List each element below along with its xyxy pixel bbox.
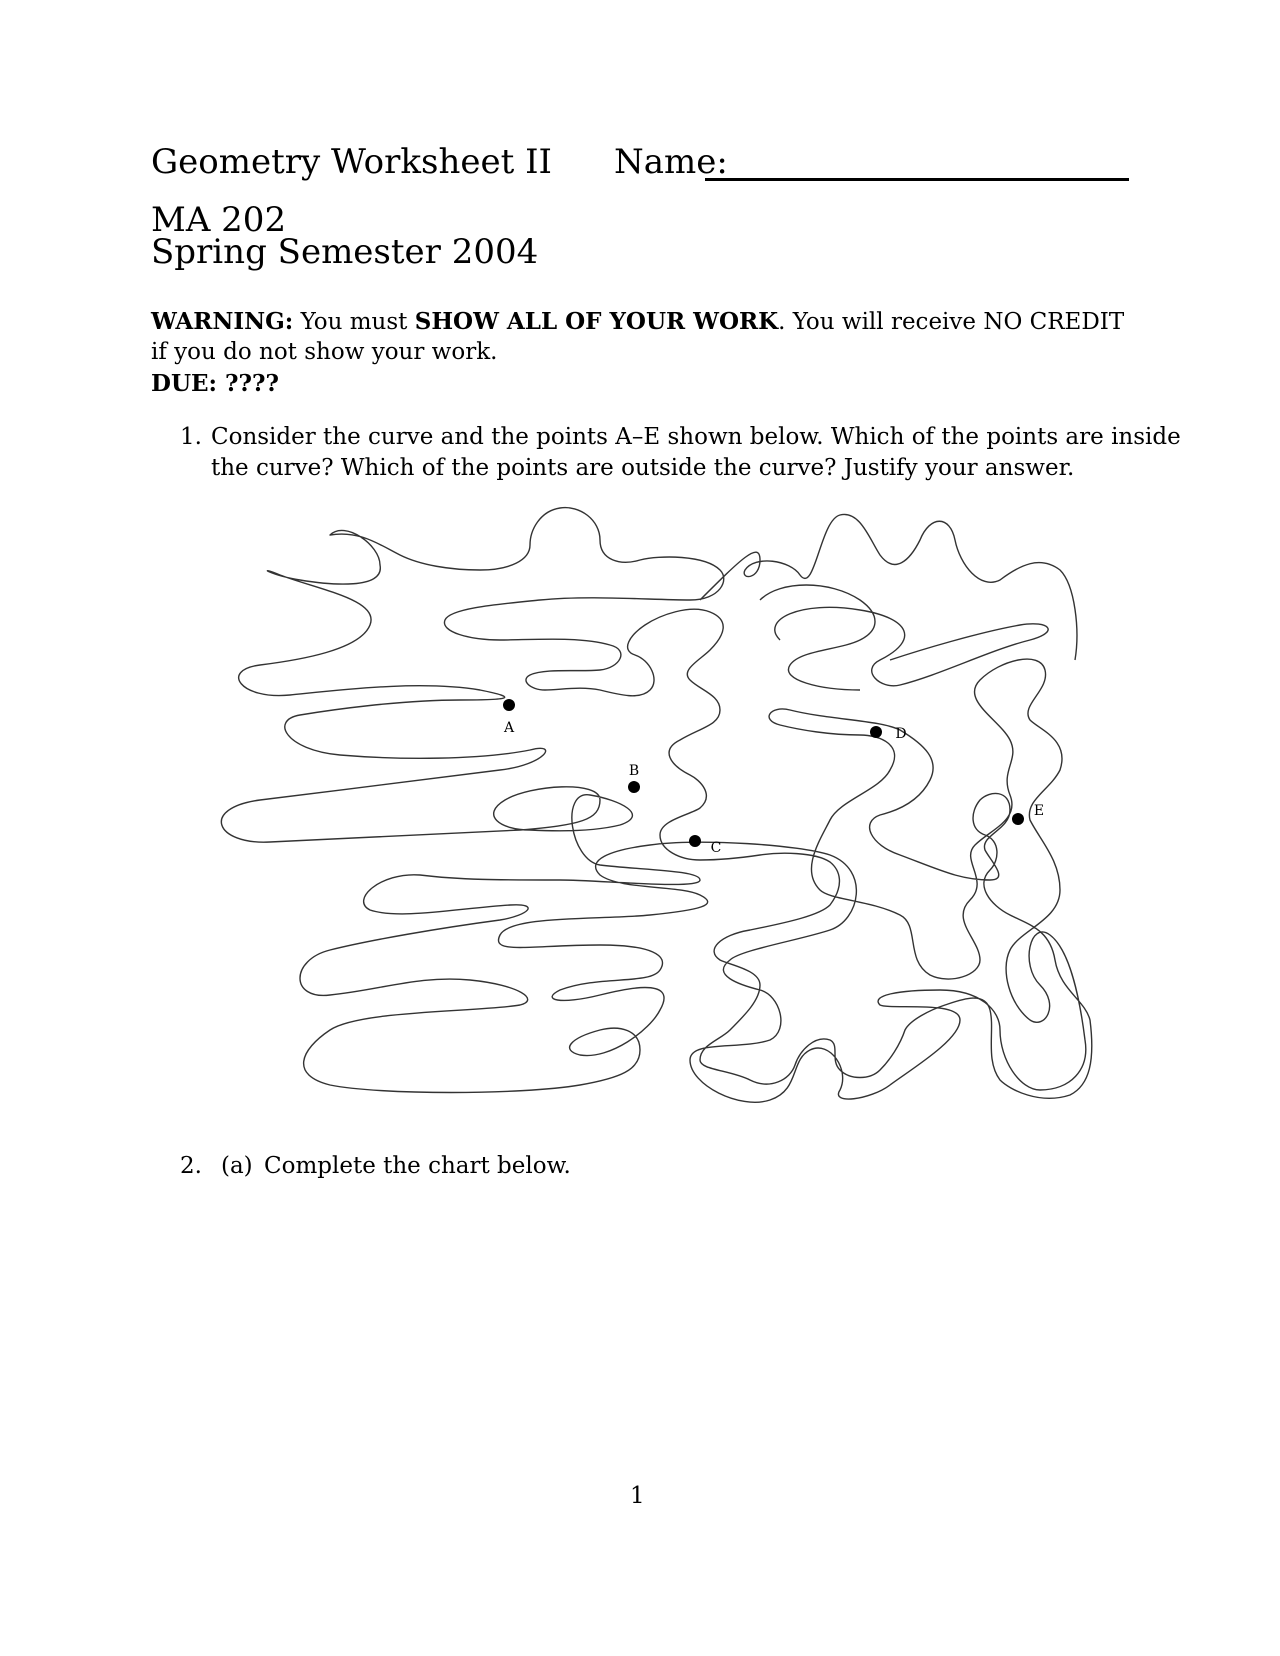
point-b-label: B xyxy=(628,763,640,779)
point-e-marker xyxy=(1012,813,1024,825)
course-info xyxy=(151,200,539,272)
point-b-marker xyxy=(628,781,640,793)
point-c-marker xyxy=(689,835,701,847)
question-2-number: 2. xyxy=(180,1153,202,1179)
warning-text-1: You must xyxy=(300,309,408,335)
curve-diagram xyxy=(210,505,1130,1125)
due-text: DUE: ???? xyxy=(151,370,279,397)
warning-text-2: . You will receive NO CREDIT xyxy=(778,309,1125,335)
question-1-line-1: Consider the curve and the points A–E shown below. Which of the points are inside xyxy=(211,424,1181,450)
question-1-number: 1. xyxy=(180,424,202,450)
name-label: Name: xyxy=(614,142,728,182)
jordan-curve-figure xyxy=(210,505,1130,1125)
warning-label: WARNING: xyxy=(151,308,294,335)
due-date xyxy=(151,370,1131,397)
question-2-part-label: (a) xyxy=(221,1153,253,1179)
course-code: MA 202 xyxy=(151,200,287,240)
point-a-marker xyxy=(503,699,515,711)
curve-right-lobe xyxy=(700,514,1077,660)
question-1-line-2: the curve? Which of the points are outside the curve? Justify your answer. xyxy=(211,455,1075,481)
worksheet-title: Geometry Worksheet II xyxy=(151,142,552,182)
point-d-marker xyxy=(870,726,882,738)
question-2-text: Complete the chart below. xyxy=(264,1153,571,1179)
point-e-label: E xyxy=(1033,803,1045,819)
semester: Spring Semester 2004 xyxy=(151,232,539,272)
curve-middle-band xyxy=(775,607,1048,685)
warning-line-2: if you do not show your work. xyxy=(151,339,498,365)
name-blank-line xyxy=(705,178,1129,181)
closed-curve xyxy=(221,508,1091,1103)
point-c-label: C xyxy=(710,840,722,856)
point-d-label: D xyxy=(895,726,907,742)
warning-emphasis: SHOW ALL OF YOUR WORK xyxy=(414,308,779,335)
page-number: 1 xyxy=(630,1483,645,1509)
warning-line-1 xyxy=(151,308,1131,335)
point-a-label: A xyxy=(503,720,515,736)
